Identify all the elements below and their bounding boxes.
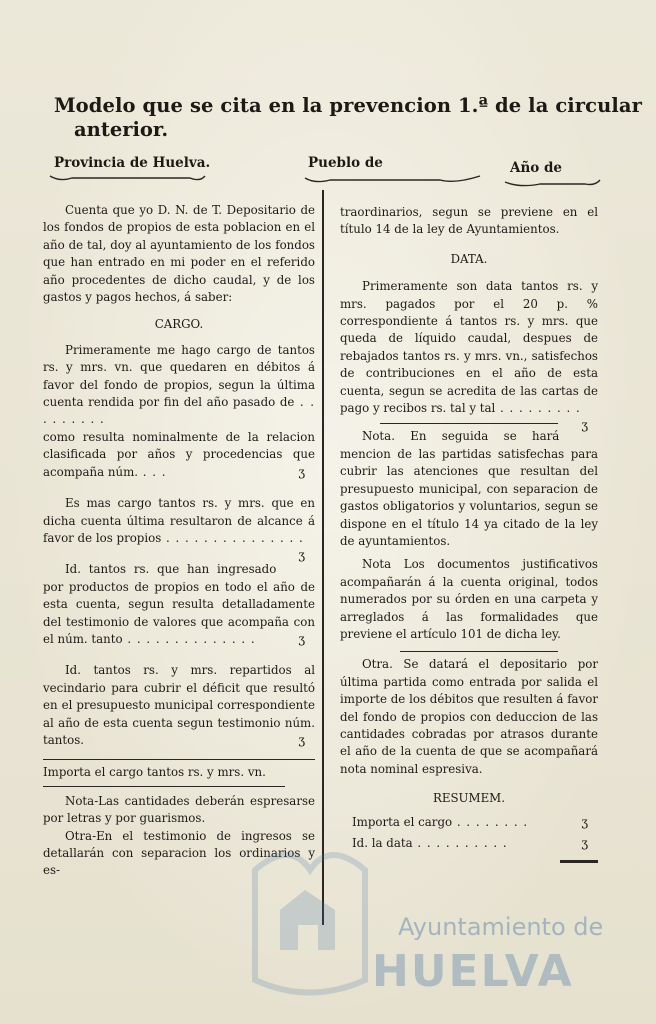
left-column — [43, 202, 315, 880]
resumen-heading: RESUMEM. — [432, 791, 506, 806]
cargo-item-1-text: Primeramente me hago cargo de tantos rs. y mrs. vn. que quedaren en débitos á favor del fondo de propios, segun la última cuenta rendida por fin del año pasado de — [43, 342, 315, 410]
nota-cantidades: Nota-Las cantidades deberán espresarse por letras y por guarismos. — [43, 793, 315, 826]
separator-line — [43, 786, 285, 787]
currency-mark: ʒ — [581, 836, 588, 850]
data-heading: DATA. — [450, 251, 488, 266]
resumen-data: Id. la data . . . . . . . . . . ʒ — [340, 835, 598, 852]
separator-line — [400, 651, 558, 652]
cargo-item-4-text: Id. tantos rs. y mrs. repartidos al vecindario para cubrir el déficit que resultó en el presupuesto municipal correspondiente al año de esta cuenta segun testimonio núm. tantos. — [43, 663, 315, 747]
currency-mark: ʒ — [581, 418, 588, 433]
continued-text: traordinarios, segun se previene en el título 14 de la ley de Ayuntamientos. — [340, 205, 598, 237]
data-item-1: Primeramente son data tantos rs. y mrs. pagados por el 20 p. % correspondiente á tantos rs. y mrs. que queda de líquido caudal, despues de rebajados tantos rs. y mrs. vn., satisfechos de contribuciones en el año de esta cuenta, segun se acredita de las cartas de pago y recibos rs. tal y tal . . . . . . . . . ʒ — [340, 278, 598, 417]
resumen-cargo: Importa el cargo . . . . . . . . ʒ — [340, 814, 598, 831]
currency-mark: ʒ — [298, 631, 305, 646]
currency-mark: ʒ — [581, 814, 588, 829]
currency-mark: ʒ — [298, 732, 305, 747]
data-item-1-text: Primeramente son data tantos rs. y mrs. pagados por el 20 p. % correspondiente á tantos rs. y mrs. que queda de líquido caudal, despues de rebajados tantos rs. y mrs. vn., satisfechos de contribuciones en el año de esta cuenta, segun se acredita de las cartas de pago y recibos rs. tal y tal — [340, 279, 598, 416]
watermark-text-top: Ayuntamiento de — [398, 913, 604, 941]
nota-documentos: Nota Los documentos justificativos acompañarán á la cuenta original, todos numerados por su órden en una carpeta y arreglados á las formalidades que previene el artículo 101 de dicha ley. — [340, 557, 598, 641]
resumen-cargo-text: Importa el cargo — [352, 814, 453, 829]
cargo-item-2: Es mas cargo tantos rs. y mrs. que en dicha cuenta última resultaron de alcance á favor de los propios . . . . . . . . . . . . . . . ʒ — [43, 495, 315, 547]
cargo-item-1b: como resulta nominalmente de la relacion clasificada por años y procedencias que acompaña núm. . . . ʒ — [43, 429, 315, 481]
separator-line — [43, 759, 315, 760]
separator-line — [380, 423, 558, 424]
currency-mark: ʒ — [298, 464, 305, 479]
cargo-item-3-text: Id. tantos rs. que han ingresado por productos de propios en todo el año de esta cuenta, segun resulta detalladamente del testimonio de valores que acompaña con el núm. tanto — [43, 562, 315, 646]
header-pueblo: Pueblo de — [308, 155, 383, 171]
right-column — [340, 204, 598, 863]
cargo-item-2-text: Es mas cargo tantos rs. y mrs. que en dicha cuenta última resultaron de alcance á favor de los propios — [43, 496, 315, 545]
cargo-item-4 — [43, 662, 315, 749]
cargo-heading: CARGO. — [154, 317, 204, 332]
otra-testimonio: Otra-En el testimonio de ingresos se detallarán con separacion los ordinarios y es- — [43, 828, 315, 878]
title-line-1: Modelo que se cita en la prevencion 1.ª de la circular — [54, 94, 643, 117]
cargo-item-1: Primeramente me hago cargo de tantos rs. y mrs. vn. que quedaren en débitos á favor del fondo de propios, segun la última cuenta rendida por fin del año pasado de . . . . . . . . . — [43, 342, 316, 427]
column-divider — [322, 190, 324, 925]
header-ano: Año de — [510, 160, 563, 176]
resumen-data-text: Id. la data — [352, 836, 413, 850]
intro-paragraph: Cuenta que yo D. N. de T. Depositario de los fondos de propios de esta poblacion en el año de tal, doy al ayuntamiento de los fondos que han entrado en mi poder en el referido año procedentes de dicho caudal, y de los gastos y pagos hechos, á saber: — [43, 203, 315, 305]
currency-mark: ʒ — [298, 548, 305, 563]
importa-cargo: Importa el cargo tantos rs. y mrs. vn. — [43, 765, 266, 780]
otra-depositario: Otra. Se datará el depositario por última partida como entrada por salida el importe de los débitos que resulten á favor del fondo de propios con deduccion de las cantidades cobradas por atrasos durante el año de la cuenta de que se acompañará nota nominal espresiva. — [340, 657, 598, 776]
nota-partidas: Nota. En seguida se hará mencion de las partidas satisfechas para cubrir las atenciones que resultan del presupuesto municipal, con separacion de gastos obligatorios y voluntarios, segun se dispone en el título 14 ya citado de la ley de ayuntamientos. — [340, 429, 598, 548]
watermark-text-bottom: HUELVA — [372, 946, 574, 997]
cargo-item-3: Id. tantos rs. que han ingresado por productos de propios en todo el año de esta cuenta, segun resulta detalladamente del testimonio de valores que acompaña con el núm. tanto . . . . . . . . . . . . . . ʒ — [43, 561, 315, 648]
header-swirl-rule — [0, 170, 656, 190]
title-line-2: anterior. — [74, 118, 169, 141]
header-provincia: Provincia de Huelva. — [54, 155, 211, 171]
cargo-item-1b-text: como resulta nominalmente de la relacion clasificada por años y procedencias que acompaña núm. — [43, 429, 315, 479]
